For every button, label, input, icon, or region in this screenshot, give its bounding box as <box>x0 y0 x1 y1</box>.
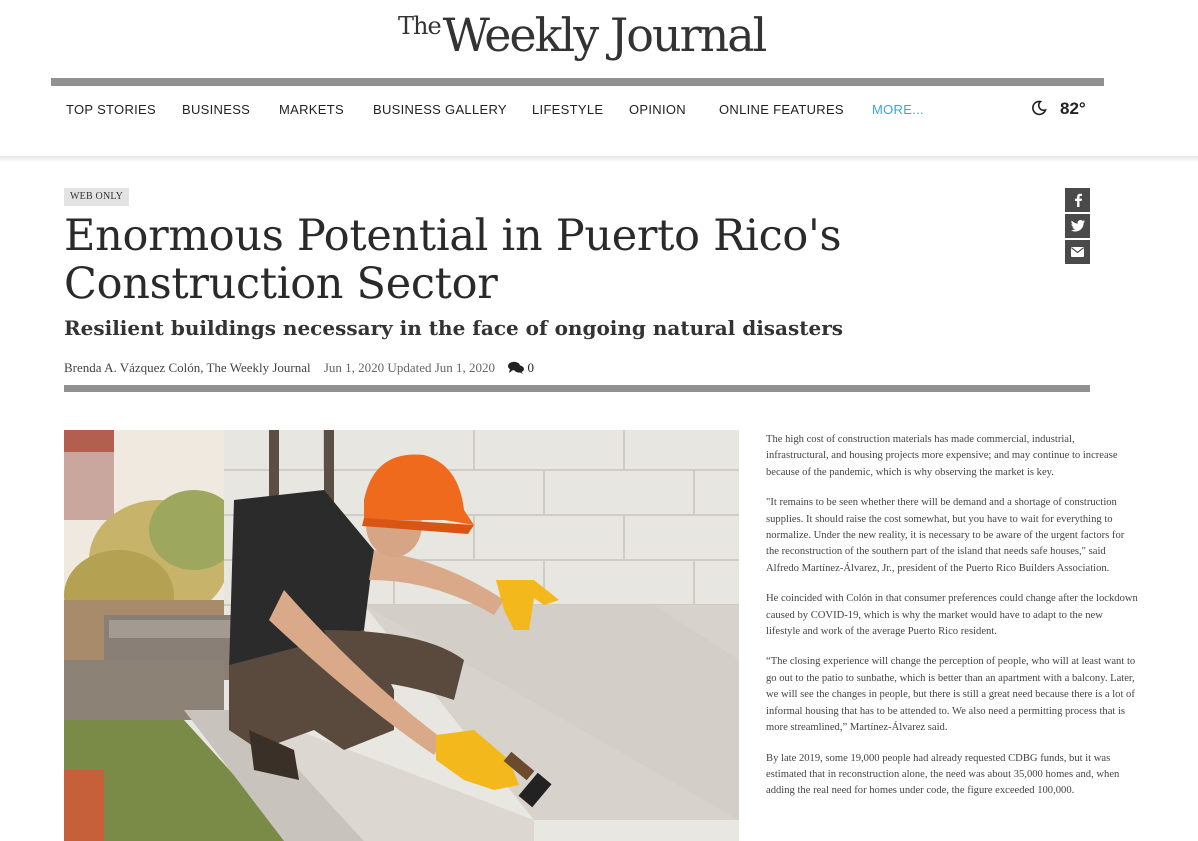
byline <box>64 360 534 376</box>
article-body <box>766 432 1138 814</box>
comments-icon <box>508 361 524 374</box>
comment-count: 0 <box>527 360 535 375</box>
nav-top-stories[interactable]: TOP STORIES <box>66 102 156 117</box>
facebook-icon <box>1073 193 1083 207</box>
logo-name: Weekly Journal <box>442 8 766 62</box>
site-logo[interactable] <box>398 8 765 68</box>
nav-business[interactable]: BUSINESS <box>182 102 251 117</box>
header-shadow <box>0 156 1198 162</box>
share-facebook-button[interactable] <box>1065 188 1090 212</box>
email-icon <box>1071 247 1084 257</box>
nav-markets[interactable]: MARKETS <box>279 102 344 117</box>
article-subheadline: Resilient buildings necessary in the face of ongoing natural disasters <box>64 316 844 340</box>
moon-icon <box>1031 100 1047 116</box>
header-rule <box>64 385 1090 392</box>
share-twitter-button[interactable] <box>1065 214 1090 238</box>
construction-worker-image <box>64 430 739 841</box>
main-nav <box>51 86 1104 132</box>
nav-business-gallery[interactable]: BUSINESS GALLERY <box>373 102 507 117</box>
article-paragraph: By late 2019, some 19,000 people had already requested CDBG funds, but it was estimated that in reconstruction alone, the need was about 35,000 homes and, when adding the real need for homes under code, the figure exceeded 100,000. <box>766 752 1120 797</box>
comments-link[interactable] <box>508 360 534 375</box>
share-email-button[interactable] <box>1065 240 1090 264</box>
nav-more[interactable]: MORE... <box>872 102 924 117</box>
nav-top-bar <box>51 78 1104 86</box>
nav-opinion[interactable]: OPINION <box>629 102 686 117</box>
article-headline: Enormous Potential in Puerto Rico's Construction Sector <box>64 211 842 309</box>
article-paragraph: The high cost of construction materials has made commercial, industrial, infrastructural, and housing projects more expensive; and may continue to increase because of the pandemic, which is why observing the market is key. <box>766 434 1118 478</box>
publish-date: Jun 1, 2020 Updated Jun 1, 2020 <box>323 360 496 375</box>
masthead <box>0 0 1198 80</box>
article-paragraph: "It remains to be seen whether there will be demand and a shortage of construction supplies. It should raise the cost somewhat, but you have to wait for everything to normalize. Under the new reality, it is necessary to be aware of the urgent factors for the reconstruction of the southern part of the island that needs safe houses," said Alfredo Martínez-Álvarez, Jr., president of the Puerto Rico Builders Association. <box>766 497 1125 574</box>
article-paragraph: He coincided with Colón in that consumer preferences could change after the lockdown caused by COVID-19, which is why the market would have to adapt to the new lifestyle and work of the average Puerto Rico resident. <box>766 593 1138 638</box>
twitter-icon <box>1071 220 1085 232</box>
article-photo[interactable] <box>64 430 739 841</box>
logo-the: The <box>398 12 441 40</box>
nav-online-features[interactable]: ONLINE FEATURES <box>719 102 844 117</box>
article-paragraph: “The closing experience will change the perception of people, who will at least want to go out to the patio to sunbathe, which is better than an apartment with a balcony. Later, we will see the changes in people, but there is still a great need because there is a lot of informal housing that has to be attended to. We also need a permitting process that is more streamlined,” Martínez-Álvarez said. <box>766 656 1136 734</box>
weather-temperature: 82° <box>1060 99 1086 118</box>
nav-lifestyle[interactable]: LIFESTYLE <box>532 102 604 117</box>
web-only-tag[interactable]: WEB ONLY <box>64 188 129 206</box>
author[interactable]: Brenda A. Vázquez Colón, The Weekly Journal <box>64 360 311 375</box>
